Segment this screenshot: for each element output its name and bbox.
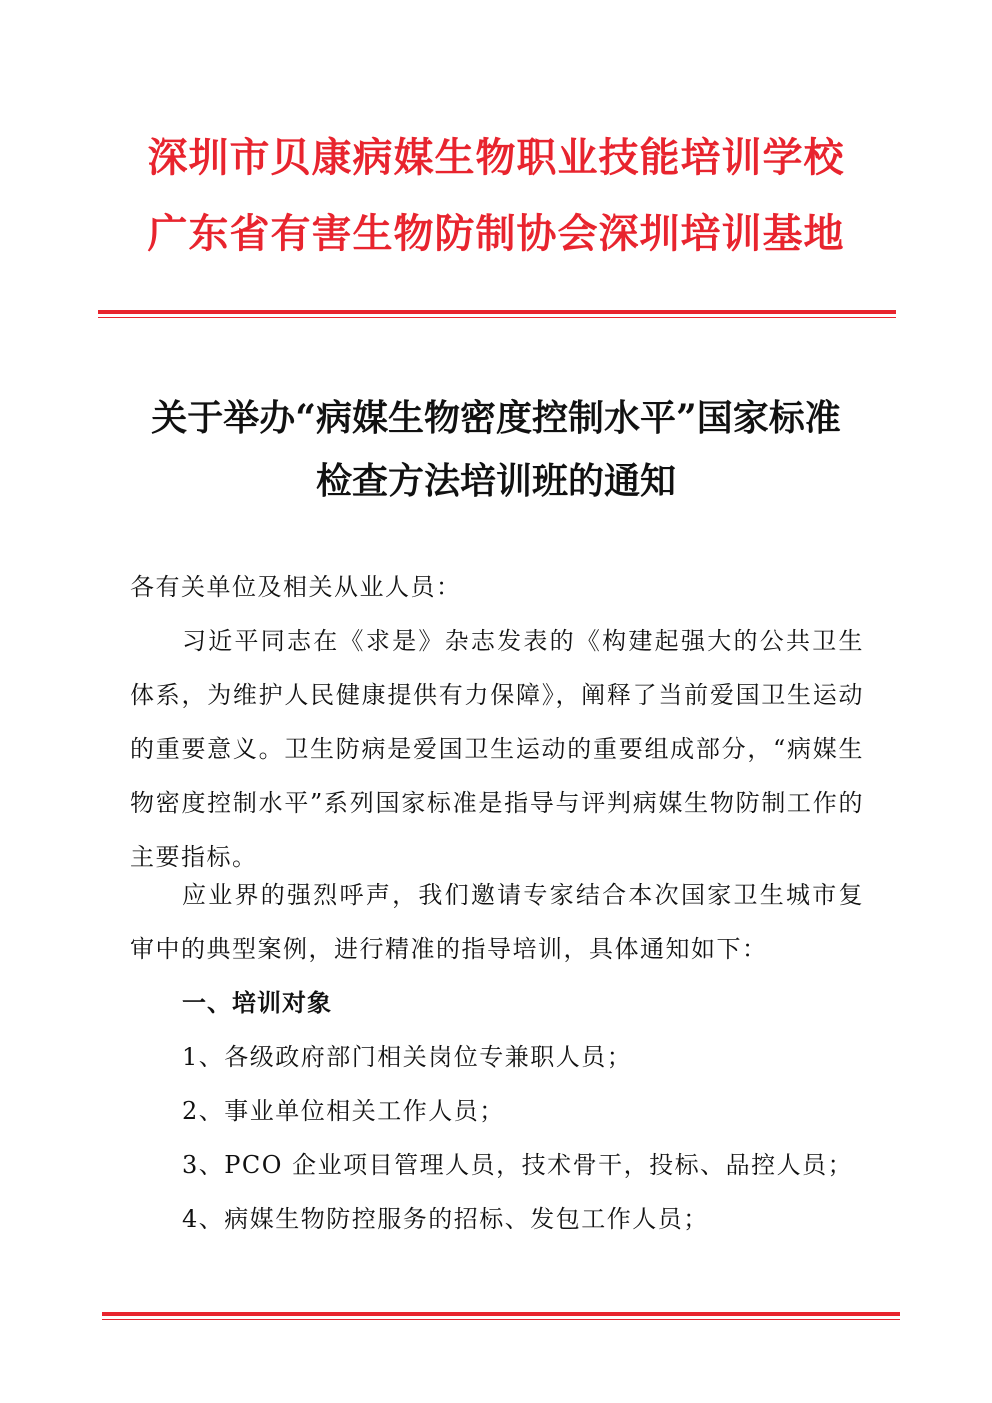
section-heading-training-audience: 一、培训对象 (182, 989, 332, 1017)
salutation: 各有关单位及相关从业人员： (130, 573, 462, 601)
footer-divider-thick (102, 1312, 900, 1316)
paragraph-1: 习近平同志在《求是》杂志发表的《构建起强大的公共卫生体系，为维护人民健康提供有力保障》，阐释了当前爱国卫生运动的重要意义。卫生防病是爱国卫生运动的重要组成部分，“病媒生物密度控制水平”系列国家标准是指导与评判病媒生物防制工作的主要指标。 (130, 627, 864, 871)
org-name-line-1: 深圳市贝康病媒生物职业技能培训学校 (147, 134, 845, 181)
list-item: 3、PCO 企业项目管理人员，技术骨干，投标、品控人员； (182, 1151, 854, 1179)
footer-divider-thin (102, 1319, 900, 1320)
paragraph-2: 应业界的强烈呼声，我们邀请专家结合本次国家卫生城市复审中的典型案例，进行精准的指导培训，具体通知如下： (130, 881, 864, 963)
header-divider (98, 310, 896, 318)
header-divider-thick (98, 310, 896, 314)
list-item: 2、事业单位相关工作人员； (182, 1097, 505, 1125)
notice-title-line-2: 检查方法培训班的通知 (315, 460, 676, 502)
list-item: 1、各级政府部门相关岗位专兼职人员； (182, 1043, 633, 1071)
notice-title-line-1: 关于举办“病媒生物密度控制水平”国家标准 (151, 397, 841, 439)
training-audience-list (182, 1030, 853, 1246)
org-name-line-2: 广东省有害生物防制协会深圳培训基地 (147, 210, 845, 257)
list-item: 4、病媒生物防控服务的招标、发包工作人员； (182, 1205, 709, 1233)
header-divider-thin (98, 317, 896, 318)
footer-divider (102, 1312, 900, 1320)
